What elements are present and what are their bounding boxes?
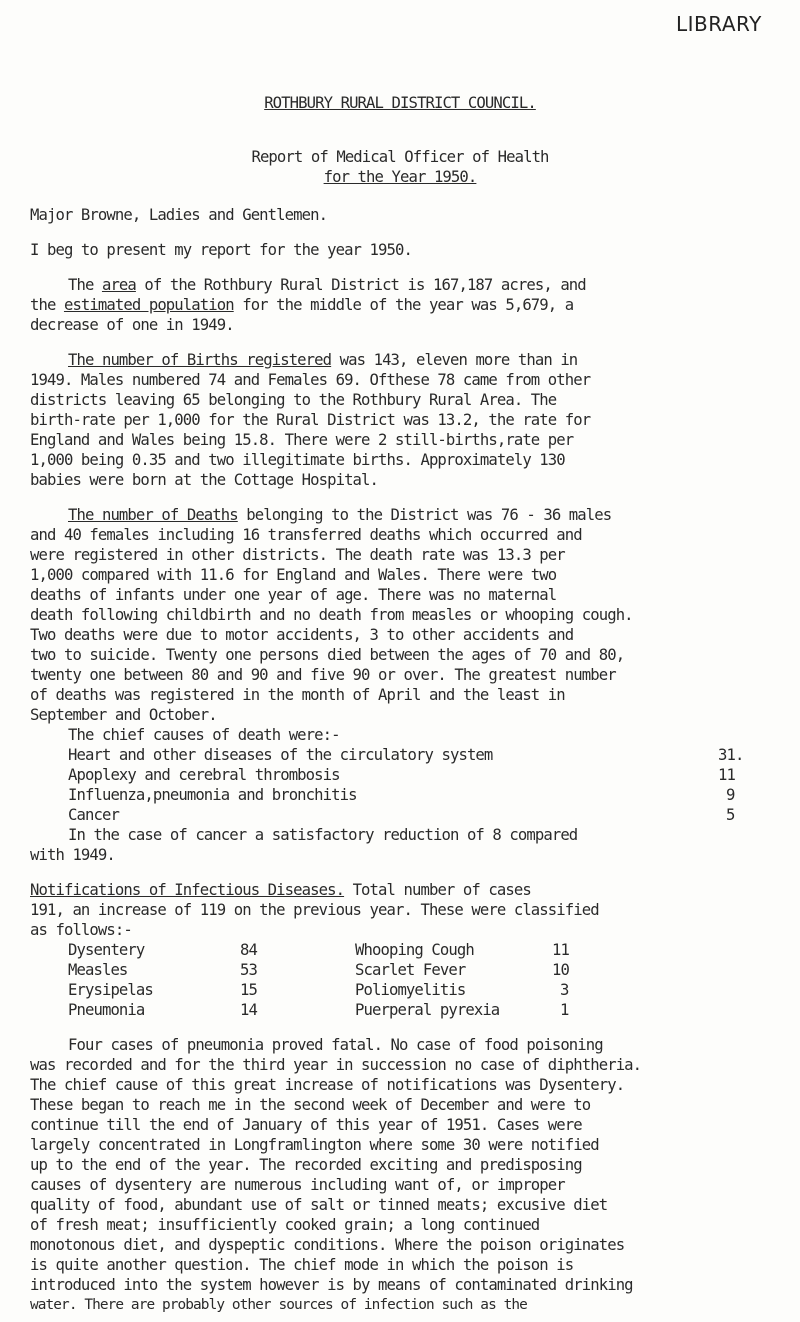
cause-count: 11 [718, 766, 735, 784]
salutation: Major Browne, Ladies and Gentlemen. [30, 206, 328, 224]
births-line-6: 1,000 being 0.35 and two illegitimate births. Approximately 130 [30, 451, 565, 469]
final-line-12: is quite another question. The chief mode in which the poison is [30, 1256, 574, 1274]
births-line-2: 1949. Males numbered 74 and Females 69. Ofthese 78 came from other [30, 371, 591, 389]
cancer-line-1: In the case of cancer a satisfactory reduction of 8 compared [68, 826, 578, 844]
deaths-line-4: 1,000 compared with 11.6 for England and Wales. There were two [30, 566, 557, 584]
report-title-line-1: Report of Medical Officer of Health [251, 148, 549, 166]
library-stamp: LIBRARY [676, 12, 762, 36]
deaths-line-7: Two deaths were due to motor accidents, 3 to other accidents and [30, 626, 574, 644]
cause-name: Cancer [68, 806, 119, 824]
deaths-line-9: twenty one between 80 and 90 and five 90 or over. The greatest number [30, 666, 616, 684]
births-line-5: England and Wales being 15.8. There were 2 still-births,rate per [30, 431, 574, 449]
notifications-line-2: 191, an increase of 119 on the previous year. These were classified [30, 901, 599, 919]
final-line-5: continue till the end of January of this year of 1951. Cases were [30, 1116, 582, 1134]
births-line-4: birth-rate per 1,000 for the Rural District was 13.2, the rate for [30, 411, 591, 429]
disease-count: 10 [552, 961, 569, 979]
births-line-7: babies were born at the Cottage Hospital. [30, 471, 379, 489]
final-line-4: These began to reach me in the second week of December and were to [30, 1096, 591, 1114]
births-term: The number of Births registered [68, 351, 332, 369]
cause-count: 5 [726, 806, 735, 824]
causes-intro: The chief causes of death were:- [68, 726, 340, 744]
final-line-14: water. There are probably other sources of infection such as the [30, 1297, 527, 1313]
final-line-9: quality of food, abundant use of salt or tinned meats; excusive diet [30, 1196, 608, 1214]
notifications-term: Notifications of Infectious Diseases. [30, 881, 345, 899]
area-term: area [101, 276, 136, 294]
disease-count: 1 [560, 1001, 569, 1019]
disease-count: 15 [240, 981, 257, 999]
final-line-8: causes of dysentery are numerous including want of, or improper [30, 1176, 565, 1194]
final-line-11: monotonous diet, and dyspeptic conditions. Where the poison originates [30, 1236, 625, 1254]
area-line-3: decrease of one in 1949. [30, 316, 234, 334]
deaths-line-5: deaths of infants under one year of age. There was no maternal [30, 586, 557, 604]
deaths-line-8: two to suicide. Twenty one persons died between the ages of 70 and 80, [30, 646, 625, 664]
cause-name: Apoplexy and cerebral thrombosis [68, 766, 340, 784]
final-line-6: largely concentrated in Longframlington where some 30 were notified [30, 1136, 599, 1154]
disease-count: 11 [552, 941, 569, 959]
population-term: estimated population [63, 296, 234, 314]
final-line-2: was recorded and for the third year in succession no case of diphtheria. [30, 1056, 642, 1074]
area-line-1: The area of the Rothbury Rural District is 167,187 acres, and [68, 276, 586, 294]
cause-count: 31. [718, 746, 744, 764]
council-heading: ROTHBURY RURAL DISTRICT COUNCIL. [264, 94, 536, 112]
report-title-line-2: for the Year 1950. [323, 168, 477, 186]
deaths-line-2: and 40 females including 16 transferred deaths which occurred and [30, 526, 582, 544]
deaths-line-1: The number of Deaths belonging to the District was 76 - 36 males [68, 506, 612, 524]
disease-count: 53 [240, 961, 257, 979]
disease-name: Poliomyelitis [355, 981, 466, 999]
final-line-13: introduced into the system however is by means of contaminated drinking [30, 1276, 633, 1294]
deaths-line-6: death following childbirth and no death from measles or whooping cough. [30, 606, 633, 624]
disease-count: 14 [240, 1001, 257, 1019]
disease-name: Whooping Cough [355, 941, 474, 959]
disease-name: Puerperal pyrexia [355, 1001, 500, 1019]
disease-name: Dysentery [68, 941, 145, 959]
births-line-3: districts leaving 65 belonging to the Rothbury Rural Area. The [30, 391, 557, 409]
area-line-2: the estimated population for the middle of the year was 5,679, a [30, 296, 574, 314]
final-line-7: up to the end of the year. The recorded exciting and predisposing [30, 1156, 582, 1174]
deaths-line-10: of deaths was registered in the month of April and the least in [30, 686, 565, 704]
disease-name: Pneumonia [68, 1001, 145, 1019]
disease-count: 84 [240, 941, 257, 959]
births-line-1: The number of Births registered was 143, eleven more than in [68, 351, 578, 369]
disease-name: Scarlet Fever [355, 961, 466, 979]
intro-line: I beg to present my report for the year 1950. [30, 241, 412, 259]
disease-name: Erysipelas [68, 981, 153, 999]
final-line-3: The chief cause of this great increase of notifications was Dysentery. [30, 1076, 625, 1094]
disease-name: Measles [68, 961, 128, 979]
cause-name: Influenza,pneumonia and bronchitis [68, 786, 357, 804]
deaths-term: The number of Deaths [68, 506, 238, 524]
final-line-1: Four cases of pneumonia proved fatal. No case of food poisoning [68, 1036, 603, 1054]
cancer-line-2: with 1949. [30, 846, 115, 864]
cause-count: 9 [726, 786, 735, 804]
final-line-10: of fresh meat; insufficiently cooked grain; a long continued [30, 1216, 540, 1234]
deaths-line-11: September and October. [30, 706, 217, 724]
notifications-line-1: Notifications of Infectious Diseases. Total number of cases [30, 881, 531, 899]
deaths-line-3: were registered in other districts. The death rate was 13.3 per [30, 546, 565, 564]
cause-name: Heart and other diseases of the circulatory system [68, 746, 493, 764]
disease-count: 3 [560, 981, 569, 999]
notifications-line-3: as follows:- [30, 921, 132, 939]
